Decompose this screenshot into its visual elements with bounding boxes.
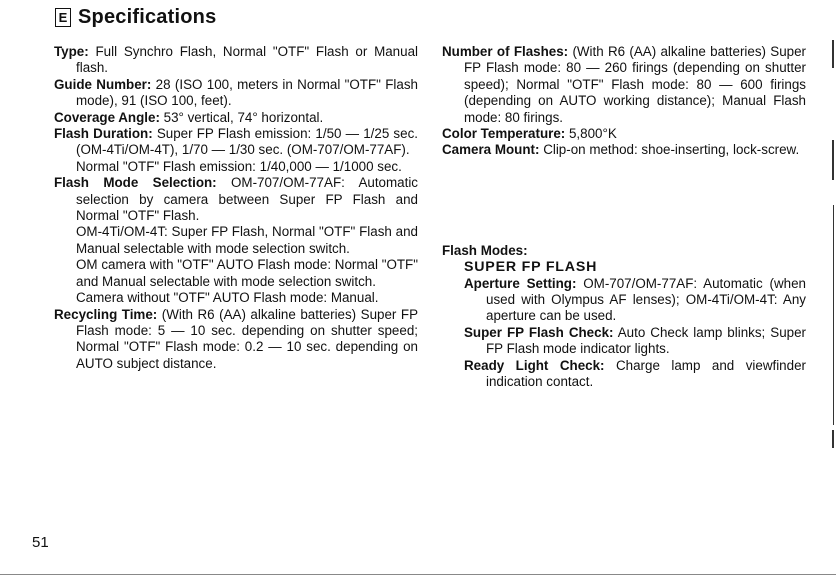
bottom-rule bbox=[0, 574, 836, 575]
language-marker-e: E bbox=[55, 8, 71, 27]
spec-flash-mode-selection-sub: OM-4Ti/OM-4T: Super FP Flash, Normal "OTF" Flash and Manual selectable with mode selection switch. bbox=[76, 224, 418, 256]
spec-term: Color Temperature: bbox=[442, 126, 566, 142]
spec-value: 28 (ISO 100, meters in Normal "OTF" Flash mode), 91 (ISO 100, feet). bbox=[76, 76, 418, 109]
flash-mode-super-fp-check bbox=[442, 325, 806, 358]
spec-value: OM-707/OM-77AF: Automatic (when used with Olympus AF lenses); OM-4Ti/OM-4T: Any aperture can be used. bbox=[486, 275, 806, 324]
spec-flash-mode-selection bbox=[54, 175, 418, 224]
spec-flash-duration bbox=[54, 126, 418, 159]
section-header bbox=[55, 6, 216, 29]
spec-value: OM-707/OM-77AF: Automatic selection by camera between Super FP Flash and Normal "OTF" Flash. bbox=[76, 175, 418, 224]
spec-term: Coverage Angle: bbox=[54, 109, 160, 125]
spec-camera-mount bbox=[442, 142, 806, 158]
spec-guide-number bbox=[54, 77, 418, 110]
spec-value: (With R6 (AA) alkaline batteries) Super FP Flash mode: 80 — 260 firings (depending on shutter speed); Normal "OTF" Flash mode: 80 — 600 firings (depending on AUTO working distance); Manual Flash mode: 80 firings. bbox=[464, 44, 806, 125]
spec-flash-mode-selection-sub: Camera without "OTF" AUTO Flash mode: Manual. bbox=[76, 290, 379, 306]
page-title: Specifications bbox=[78, 6, 217, 28]
spec-value: Auto Check lamp blinks; Super FP Flash mode indicator lights. bbox=[486, 324, 807, 357]
spec-term: Guide Number: bbox=[54, 76, 152, 92]
spec-recycling-time bbox=[54, 307, 418, 373]
flash-mode-heading: SUPER FP FLASH bbox=[464, 259, 598, 276]
flash-mode-aperture-setting bbox=[442, 276, 806, 325]
spec-value: 53° vertical, 74° horizontal. bbox=[159, 109, 324, 125]
spec-coverage-angle bbox=[54, 110, 418, 126]
spec-value: 5,800°K bbox=[565, 126, 617, 142]
spec-value: Clip-on method: shoe-inserting, lock-screw. bbox=[539, 142, 800, 158]
spec-term: Number of Flashes: bbox=[442, 44, 569, 59]
spec-term: Aperture Setting: bbox=[464, 275, 577, 291]
flash-mode-ready-light-check bbox=[442, 358, 806, 391]
spec-type bbox=[54, 44, 418, 77]
spec-term: Super FP Flash Check: bbox=[464, 324, 614, 340]
spec-flash-mode-selection-sub: OM camera with "OTF" AUTO Flash mode: Normal "OTF" and Manual selectable with mode selection switch. bbox=[76, 257, 418, 289]
spec-term: Type: bbox=[54, 44, 89, 59]
spec-color-temperature bbox=[442, 126, 806, 142]
page-number: 51 bbox=[32, 534, 49, 551]
left-column bbox=[54, 44, 418, 372]
flash-modes-title: Flash Modes: bbox=[442, 242, 528, 258]
spec-term: Flash Mode Selection: bbox=[54, 175, 217, 191]
scan-edge-mark bbox=[832, 140, 834, 180]
spec-term: Ready Light Check: bbox=[464, 357, 605, 373]
spec-number-of-flashes bbox=[442, 44, 806, 126]
right-column bbox=[442, 44, 806, 391]
spec-term: Camera Mount: bbox=[442, 142, 540, 158]
scan-edge-mark bbox=[832, 40, 834, 68]
spec-value: Full Synchro Flash, Normal "OTF" Flash or Manual flash. bbox=[76, 44, 418, 76]
scan-edge-mark bbox=[832, 430, 834, 448]
spec-value: Charge lamp and viewfinder indication contact. bbox=[486, 357, 806, 390]
spec-value: Super FP Flash emission: 1/50 — 1/25 sec. (OM-4Ti/OM-4T), 1/70 — 1/30 sec. (OM-707/OM-77AF). bbox=[76, 126, 418, 158]
spec-term: Recycling Time: bbox=[54, 306, 158, 322]
spec-flash-duration-sub: Normal "OTF" Flash emission: 1/40,000 — 1/1000 sec. bbox=[76, 158, 402, 174]
scan-edge-mark bbox=[833, 205, 834, 425]
spec-term: Flash Duration: bbox=[54, 126, 153, 142]
spec-value: (With R6 (AA) alkaline batteries) Super FP Flash mode: 5 — 10 sec. depending on shutter speed; Normal "OTF" Flash mode: 0.2 — 10 sec. depending on AUTO subject distance. bbox=[76, 306, 418, 371]
